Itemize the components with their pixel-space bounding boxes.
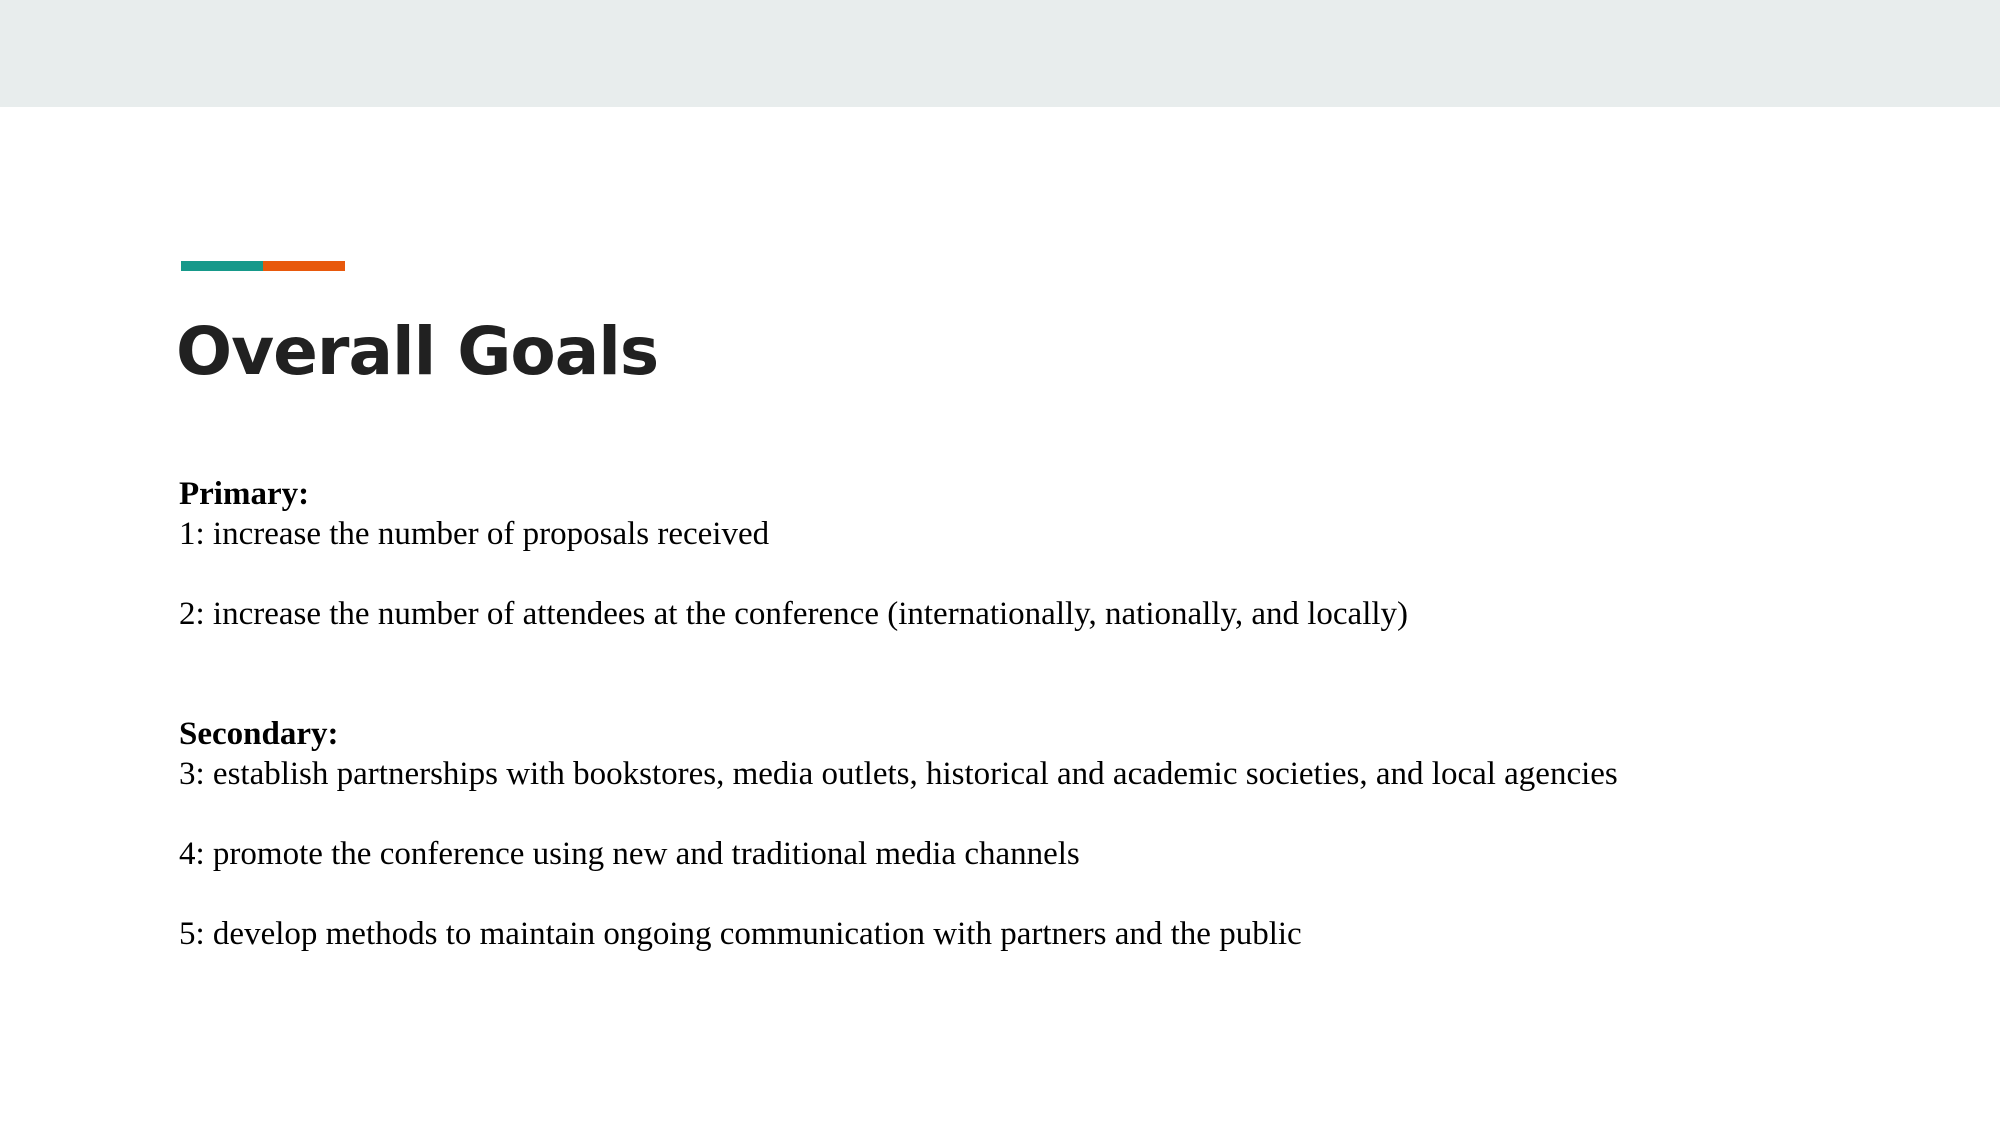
goals-section-primary [179,474,1939,634]
title-accent-bar [181,261,345,271]
goal-item: 1: increase the number of proposals received [179,516,770,552]
section-heading: Primary: [179,476,310,512]
goals-section-secondary [179,714,1939,954]
header-band [0,0,2000,107]
slide-title: Overall Goals [176,313,659,390]
goal-item: 3: establish partnerships with bookstores, media outlets, historical and academic societies, and local agencies [179,756,1618,792]
accent-bar-orange-segment [263,261,345,271]
goal-item: 5: develop methods to maintain ongoing communication with partners and the public [179,916,1302,952]
section-heading: Secondary: [179,716,339,752]
slide-body [179,474,1939,954]
accent-bar-teal-segment [181,261,263,271]
goal-item: 4: promote the conference using new and traditional media channels [179,836,1080,872]
goal-item: 2: increase the number of attendees at the conference (internationally, nationally, and locally) [179,596,1409,632]
